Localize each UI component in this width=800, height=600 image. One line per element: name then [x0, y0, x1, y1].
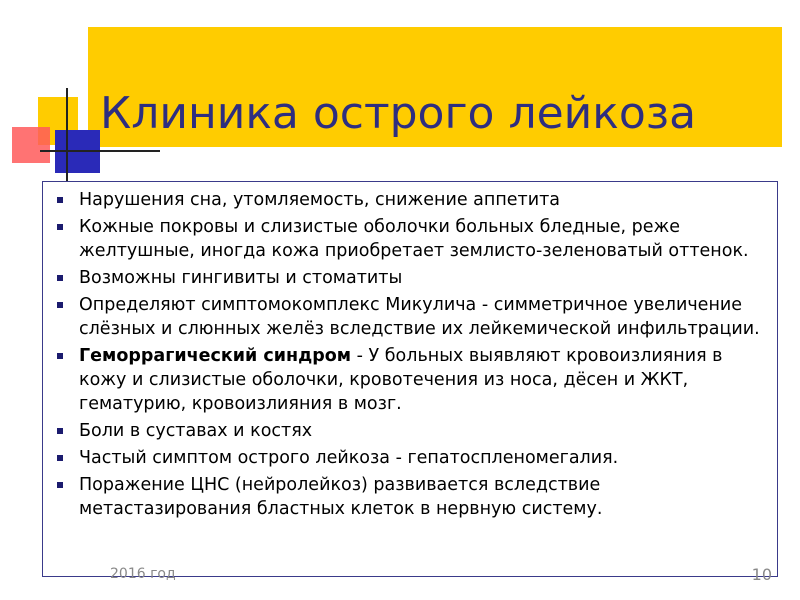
list-item [51, 344, 766, 416]
list-item [51, 446, 766, 470]
list-item [51, 419, 766, 443]
item-text: Возможны гингивиты и стоматиты [79, 268, 403, 288]
bullet-icon [57, 197, 63, 203]
bullet-icon [57, 482, 63, 488]
decor-horizontal-line [40, 150, 160, 152]
list-item [51, 293, 766, 341]
content-box [42, 181, 778, 577]
slide-title: Клиника острого лейкоза [100, 88, 697, 139]
item-text: Кожные покровы и слизистые оболочки больных бледные, реже желтушные, иногда кожа приобретает землисто-зеленоватый оттенок. [79, 217, 749, 261]
item-bold-term: Геморрагический синдром [79, 346, 352, 366]
list-item [51, 473, 766, 521]
bullet-icon [57, 224, 63, 230]
item-text: Частый симптом острого лейкоза - гепатоспленомегалия. [79, 448, 619, 468]
bullet-icon [57, 455, 63, 461]
bullet-list [51, 188, 766, 524]
footer-year: 2016 год [110, 566, 176, 582]
page-number: 10 [751, 565, 772, 584]
item-text: Определяют симптомокомплекс Микулича - симметричное увеличение слёзных и слюнных желёз вследствие их лейкемической инфильтрации. [79, 295, 760, 339]
bullet-icon [57, 353, 63, 359]
bullet-icon [57, 302, 63, 308]
list-item [51, 215, 766, 263]
list-item [51, 188, 766, 212]
decor-red-square [12, 127, 50, 163]
bullet-icon [57, 275, 63, 281]
item-text: Нарушения сна, утомляемость, снижение аппетита [79, 190, 561, 210]
bullet-icon [57, 428, 63, 434]
list-item [51, 266, 766, 290]
item-text: Боли в суставах и костях [79, 421, 313, 441]
item-text: - У больных выявляют кровоизлияния в кожу и слизистые оболочки, кровотечения из носа, дёсен и ЖКТ, гематурию, кровоизлияния в мозг. [79, 346, 723, 414]
item-text: Поражение ЦНС (нейролейкоз) развивается вследствие метастазирования бластных клеток в нервную систему. [79, 475, 603, 519]
decor-vertical-line [66, 88, 68, 188]
